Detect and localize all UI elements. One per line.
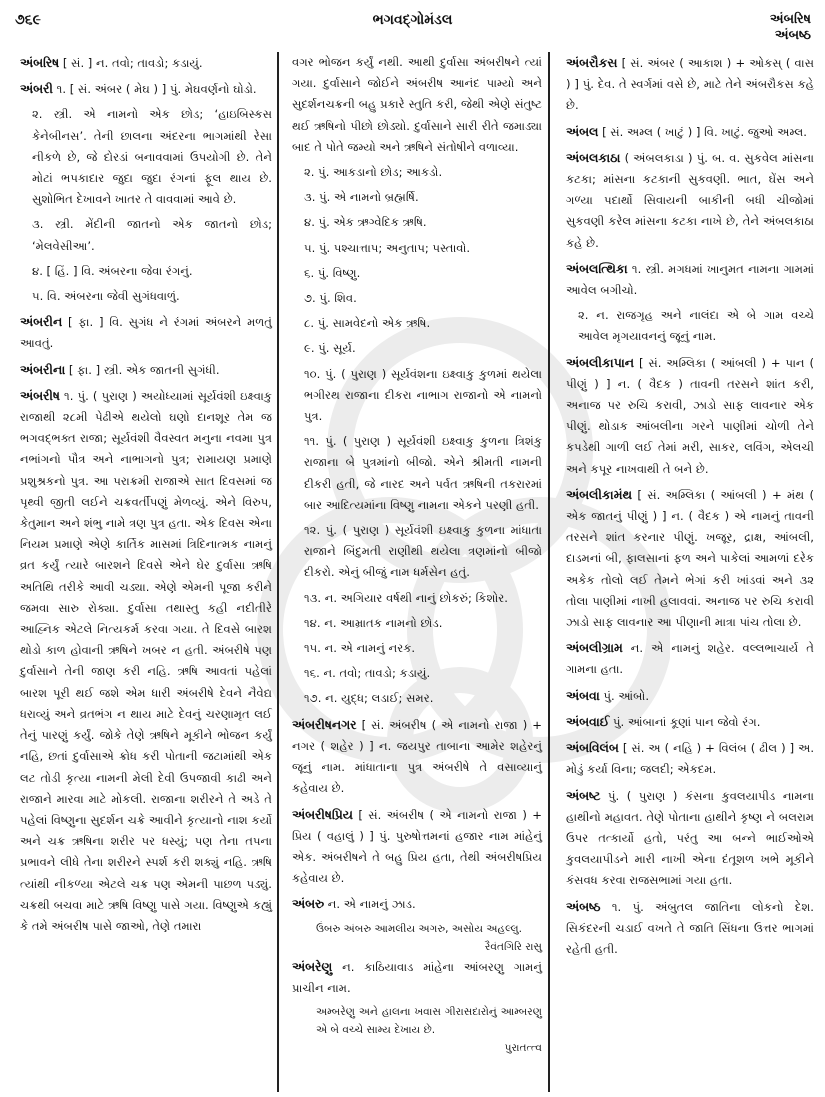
headword: અંબરીષનગર	[292, 716, 357, 732]
dictionary-entry	[566, 52, 814, 117]
definition-text: [ સં. ] ન. તવો; તાવડો; કડાયું.	[59, 56, 203, 70]
dictionary-entry	[566, 896, 814, 961]
dictionary-entry	[566, 258, 814, 301]
definition-text: ૧૨. પું. ( પુરાણ ) સૂર્યવંશી ઇક્ષ્વાકુ કુળના માંધાતા રાજાને બિંદુમતી રાણીથી થયેલા ત્રણમાંનો બીજો દીકરો. એનું બીજું નામ ધર્મસેન હતું.	[304, 523, 542, 580]
definition-text: [ સં. અમ્લિકા ( આંબલી ) + પાન ( પીણું ) ] ન. ( વૈદક ) તાવની તરસને શાંત કરી, અનાજ પર રુચિ કરાવી, ઝાડો સાફ લાવનાર એક પીણું. થોડાક આંબલીના ગરને પાણીમાં ચોળી તેને કપડેથી ગાળી લઈ તેમાં મરી, સાકર, લવિંગ, એલચી અને કપૂર નાખવાથી તે બને છે.	[566, 355, 814, 476]
definition-text: ૧૬. ન. તવો; તાવડો; કડાયું.	[304, 666, 431, 681]
headword: અંબષ્ઠ	[566, 898, 601, 914]
definition-text: ૯. પું. સૂર્ય.	[304, 341, 356, 356]
definition-text: ૪. પું. એક ઋગ્વેદિક ઋષિ.	[304, 215, 427, 230]
column-divider	[548, 52, 550, 1092]
definition-text: ૧. પું. અંબુતલ જાતિના લોકનો દેશ. સિકંદરની ચડાઈ વખતે તે જાતિ સિંધના ઉત્તર ભાગમાં રહેતી હતી.	[566, 899, 814, 956]
headword: અંબવિલંબ	[566, 740, 619, 756]
definition-text: ૧૩. ન. અગિયાર વર્ષથી નાનું છોકરું; કિશોર.	[304, 590, 508, 605]
sense-definition	[292, 638, 542, 659]
definition-text: ન. એ નામનું ઝાડ.	[324, 897, 416, 912]
sense-definition	[292, 238, 542, 259]
sense-definition	[292, 263, 542, 284]
guide-word-last: અંબષ્ઠ	[774, 28, 811, 43]
sense-definition	[292, 663, 542, 684]
column-divider	[277, 52, 279, 1092]
sense-definition	[292, 187, 542, 208]
headword: અંબષ્ટ	[566, 787, 601, 803]
definition-text: ૧. [ સં. અંબર ( મેઘ ) ] પું. મેઘવર્ણનો ઘોડો.	[52, 82, 257, 97]
definition-text: ઉંબરુ અંબરુ આમલીય અગરુ, અસોય અહલ્લુ.	[316, 922, 522, 935]
column-3	[566, 52, 814, 964]
dictionary-entry	[566, 352, 814, 480]
headword: અંબરિષ	[20, 55, 60, 70]
definition-text: ૮. પું. સામવેદનો એક ઋષિ.	[304, 316, 431, 331]
definition-text: ૫. પું. પશ્ચાત્તાપ; અનુતાપ; પસ્તાવો.	[304, 240, 471, 255]
definition-text: ૧. સ્ત્રી. મગધમાં ખાનુમત નામના ગામમાં આવેલ બગીચો.	[566, 261, 814, 298]
definition-text: ન. કાઠિયાવાડ માંહેના આંબરણુ ગામનું પ્રાચીન નામ.	[292, 959, 542, 995]
definition-text: ૧૪. ન. આમ્રાતક નામનો છોડ.	[304, 615, 443, 630]
definition-text: [ ફા. ] સ્ત્રી. એક જાતની સુગંધી.	[65, 362, 220, 377]
headword: અંબલીકામંથ	[566, 486, 632, 502]
quotation	[292, 920, 542, 938]
column-2	[292, 52, 542, 1057]
definition-text: ન. એ નામનું શહેર. વલ્લભાચાર્ય તે ગામના હતા.	[566, 641, 814, 677]
definition-text: પું. આંબાનાં કૂણાં પાન જેવો રંગ.	[609, 714, 761, 729]
definition-text: ૨. સ્ત્રી. એ નામનો એક છોડ; ‘હાઇબિસ્કસ કેનેબીનસ’. તેની છાલના અંદરના ભાગમાંથી રેસા નીકળે છે, જે દોરડાં બનાવવામાં ઉપયોગી છે. તેને મોટાં ભપકાદાર જુદા જુદા રંગનાં ફૂલ થાય છે. સુશોભિત દેખાવને ખાતર તે વાવવામાં આવે છે.	[32, 107, 272, 207]
quotation	[292, 1003, 542, 1039]
headword: અંબરીના	[20, 361, 66, 377]
definition-text: ૬. પું. વિષ્ણુ.	[304, 265, 361, 280]
dictionary-entry	[566, 685, 814, 707]
definition-text: પુરાતત્ત્વ	[504, 1041, 542, 1054]
dictionary-entry	[20, 311, 272, 354]
sense-definition	[292, 613, 542, 634]
dictionary-entry	[20, 52, 272, 74]
dictionary-entry	[20, 359, 272, 381]
sense-definition	[292, 162, 542, 183]
continued-definition	[292, 52, 542, 158]
headword: અંબલત્થિકા	[566, 260, 628, 276]
dictionary-entry	[292, 804, 542, 890]
quotation-source	[292, 938, 542, 956]
dictionary-entry	[566, 637, 814, 680]
sense-definition	[292, 313, 542, 334]
definition-text: ૧૧. પું. ( પુરાણ ) સૂર્યવંશી ઇક્ષ્વાકુ કુળના ત્રિશંકુ રાજાના બે પુત્રમાંનો બીજો. એને શ્રીમતી નામની દીકરી હતી, જે નારદ અને પર્વત ઋષિની તકરારમાં બાર આદિત્યમાંના વિષ્ણુ નામના એકને પરણી હતી.	[304, 434, 542, 512]
sense-definition	[292, 364, 542, 428]
definition-text: [ સં. અ ( નહિ ) + વિલંબ ( ઢીલ ) ] અ. મોડું કર્યા વિના; જલદી; એકદમ.	[566, 741, 814, 777]
headword: અંબલીકાપાન	[566, 354, 635, 370]
sense-definition	[292, 431, 542, 516]
dictionary-entry	[566, 785, 814, 892]
dictionary-entry	[292, 714, 542, 800]
definition-text: [ સં. અંબરીષ ( એ નામનો રાજા ) + નગર ( શહેર ) ] ન. જયપુર તાબાના આમેર શહેરનું જૂનું નામ. માંધાતાના પુત્ર અંબરીષે તે વસાવ્યાનું કહેવાય છે.	[292, 717, 542, 796]
guide-words	[770, 12, 811, 44]
definition-text: ૧. પું. ( પુરાણ ) અયોધ્યામાં સૂર્યવંશી ઇક્ષ્વાકુ રાજાથી ૨૮મી પેઢીએ થયેલો ઘણો દાનશૂર તેમ જ ભગવદ્ભક્ત રાજા; સૂર્યવંશી વૈવસ્વત મનુના નવમા પુત્ર નભાંગનો પૌત્ર અને નાભાગનો પુત્ર; રામાયણ પ્રમાણે પ્રશુશ્રકનો પુત્ર. આ પરાક્રમી રાજાએ સાત દિવસમાં જ પૃથ્વી જીતી લઈને ચક્રવર્તીપણું મેળવ્યું. એને વિરુપ, કેતુમાન અને શંભુ નામે ત્રણ પુત્ર હતા. એક દિવસ એના નિયમ પ્રમાણે એણે કાર્તિક માસમાં ત્રિદિનાત્મક નામનું વ્રત કર્યું ત્યારે બારશને દિવસે એને ઘેર દુર્વાસા ઋષિ અતિથિ તરીકે આવી ચડ્યા. એણે એમની પૂજા કરીને જમવા સારુ રોક્યા. દુર્વાસા તથાસ્તુ કહી નદીતીરે આહ્નિક એટલે નિત્યકર્મ કરવા ગયા. તે દિવસે બારશ થોડો કાળ હોવાની ઋષિને ખબર ન હતી. અંબરીષે પણ દુર્વાસાને તેની જાણ કરી નહિ. ઋષિ આવતાં પહેલાં બારશ પૂરી થઈ જશે એમ ધારી અંબરીષે દેવને નૈવેદ્ય ધરાવ્યું અને વ્રતભંગ ન થાય માટે દેવનું ચરણામૃત લઈ તેનું પારણું કર્યું. જોકે તેણે ઋષિને મૂકીને ભોજન કર્યું નહિ, છતાં દુર્વાસાએ ક્રોધ કરી પોતાની જટામાંથી એક લટ તોડી કૃત્યા નામની મેલી દેવી ઉપજાવી કાઢી અને રાજાને મારવા માટે મોકલી. રાજાના શરીરને તે અડે તે પહેલાં વિષ્ણુના સુદર્શન ચક્રે આવીને કૃત્યાનો નાશ કર્યો અને ચક્ર ઋષિના શરીર પર ધસ્યું; પણ તેના તપના પ્રભાવને લીધે તેના શરીરને સ્પર્શ કરી શક્યું નહિ. ઋષિ ત્યાંથી નીકળ્યા એટલે ચક્ર પણ એમની પાછળ પડ્યું. ચક્રથી બચવા માટે ઋષિ વિષ્ણુ પાસે ગયા. વિષ્ણુએ કહ્યું કે તમે અંબરીષ પાસે જાઓ, તેણે તમારા	[20, 388, 272, 933]
sense-definition	[20, 214, 272, 256]
headword: અંબરુ	[292, 896, 325, 912]
definition-text: [ સં. અમ્લિકા ( આંબલી ) + મંથ ( એક જાતનું પીણું ) ] ન. ( વૈદક ) એ નામનું તાવની તરસને શાંત કરનાર પીણું. ખજૂર, દ્રાક્ષ, આંબલી, દાડમનાં બી, ફાલસાનાં ફળ અને પાકેલાં આમળાં દરેક અકેક તોલો લઈ તેમને ભેગાં કરી ખાંડવાં અને ૩૨ તોલા પાણીમાં નાખી હલાવવાં. અનાજ પર રુચિ કરાવી ઝાડો સાફ લાવનાર આ પીણાની માત્રા પાંચ તોલા છે.	[566, 487, 814, 630]
sense-definition	[20, 104, 272, 210]
headword: અંબરી	[20, 81, 53, 97]
sense-definition	[292, 588, 542, 609]
headword: અંબરીન	[20, 314, 63, 330]
definition-text: ૩. પું. એ નામનો બ્રહ્મર્ષિ.	[304, 190, 419, 205]
page-number: ૭૬૯	[15, 12, 41, 28]
definition-text: વગર ભોજન કર્યું નથી. આથી દુર્વાસા અંબરીષને ત્યાં ગયા. દુર્વાસાને જોઈને અંબરીષ આનંદ પામ્યો અને સુદર્શનચક્રની બહુ પ્રકારે સ્તુતિ કરી, જેથી એણે સંતુષ્ટ થઈ ઋષિનો પીછો છોડ્યો. દુર્વાસાને સારી રીતે જમાડ્યા બાદ તે પોતે જમ્યો અને ઋષિને સંતોષીને વળાવ્યા.	[292, 55, 542, 154]
definition-text: [ સં. અમ્લ ( ખાટું ) ] વિ. ખાટું. જુઓ અમ્લ.	[598, 124, 807, 139]
definition-text: [ ફા. ] વિ. સુગંધ ને રંગમાં અંબરને મળતું આવતું.	[20, 315, 272, 351]
definition-text: ૭. પું. શિવ.	[304, 291, 357, 306]
definition-text: પું. ( પુરાણ ) કંસના કુવલયાપીડ નામના હાથીનો મહાવત. તેણે પોતાના હાથીને કૃષ્ણ ને બલરામ ઉપર તત્કાર્યો હતો, પરંતુ આ બન્ને ભાઈઓએ કુવલયાપીડને મારી નાખી એના દંતૂશળ ખભે મૂકીને કંસવધ કરવા રાજસભામાં ગયા હતા.	[566, 788, 814, 888]
sense-definition	[20, 261, 272, 282]
headword: અંબલીગ્રામ	[566, 640, 623, 656]
page-header	[0, 0, 825, 44]
sense-definition	[292, 288, 542, 309]
definition-text: ૧૫. ન. એ નામનું નરક.	[304, 641, 416, 656]
sense-definition	[292, 520, 542, 584]
headword: અંબલકાઠા	[566, 149, 621, 165]
definition-text: રૈવંતગિરિ રાસુ	[484, 940, 542, 953]
column-1	[20, 52, 272, 941]
sense-definition	[292, 688, 542, 709]
guide-word-first: અંબરિષ	[769, 12, 811, 27]
dictionary-entry	[566, 147, 814, 254]
headword: અંબરેણુ	[292, 958, 333, 974]
dictionary-entry	[292, 893, 542, 915]
book-title: ભગવદ્ગોમંડલ	[372, 12, 453, 28]
dictionary-entry	[20, 385, 272, 937]
dictionary-entry	[292, 956, 542, 999]
definition-text: ૪. [ હિં. ] વિ. અંબરના જેવા રંગનું.	[32, 263, 193, 278]
definition-text: ૫. વિ. અંબરના જેવી સુગંધવાળું.	[32, 289, 180, 304]
quotation-source	[292, 1039, 542, 1057]
headword: અંબરીષપ્રિય	[292, 806, 353, 822]
definition-text: ( અંબલકાડા ) પું. બ. વ. સુકવેલ માંસના કટકા; માંસના કટકાની સુકવણી. ભાત, ઘેંસ અને ગળ્યા પદાર્થો સિવાયની બાકીની બધી ચીજોમાં સુકવણી કરેલ માંસના કટકા નાખે છે, તેને અંબલકાઠા કહે છે.	[566, 150, 814, 250]
definition-text: ૨. ન. રાજગૃહ અને નાલંદા એ બે ગામ વચ્ચે આવેલ મૃગયાવનનું જૂનું નામ.	[578, 308, 814, 344]
dictionary-entry	[566, 711, 814, 733]
headword: અંબવા	[566, 687, 600, 703]
definition-text: [ સં. અંબરીષ ( એ નામનો રાજા ) + પ્રિય ( વહાલું ) ] પું. પુરુષોત્તમનાં હજાર નામ માંહેનું એક. અંબરીષને તે બહુ પ્રિય હતા, તેથી અંબરીષપ્રિય કહેવાય છે.	[292, 807, 542, 886]
dictionary-entry	[566, 737, 814, 780]
sense-definition	[292, 212, 542, 233]
definition-text: ૩. સ્ત્રી. મેંદીની જાતનો એક જાતનો છોડ; ‘મેલવેસીઆ’.	[32, 217, 272, 253]
definition-text: અમ્બરેણુ અને હાલના ખવાસ ગીરાસદારોનું આમ્બરણુ એ બે વચ્ચે સામ્ય દેખાય છે.	[316, 1005, 542, 1036]
headword: અંબરૌકસ	[566, 55, 618, 70]
definition-text: ૧૦. પું. ( પુરાણ ) સૂર્યવંશના ઇક્ષ્વાકુ કુળમાં થયેલા ભગીરથ રાજાના દીકરા નાભાગ રાજાનો એ નામનો પુત્ર.	[304, 366, 542, 424]
definition-text: [ સં. અંબર ( આકાશ ) + ઓકસ્ ( વાસ ) ] પું. દેવ. તે સ્વર્ગમાં વસે છે, માટે તેને અંબરૌકસ કહે છે.	[566, 56, 814, 113]
dictionary-entry	[20, 78, 272, 100]
definition-text: ૧૭. ન. યુદ્ધ; લડાઈ; સમર.	[304, 691, 434, 706]
definition-text: ૨. પું. આકડાનો છોડ; આકડો.	[304, 165, 443, 180]
dictionary-entry	[566, 121, 814, 143]
definition-text: પું. આંબો.	[599, 688, 650, 703]
sense-definition	[292, 338, 542, 359]
headword: અંબલ	[566, 123, 599, 139]
sense-definition	[566, 305, 814, 347]
headword: અંબરીષ	[20, 387, 60, 403]
headword: અંબવાઈ	[566, 713, 610, 729]
sense-definition	[20, 286, 272, 307]
dictionary-entry	[566, 484, 814, 633]
